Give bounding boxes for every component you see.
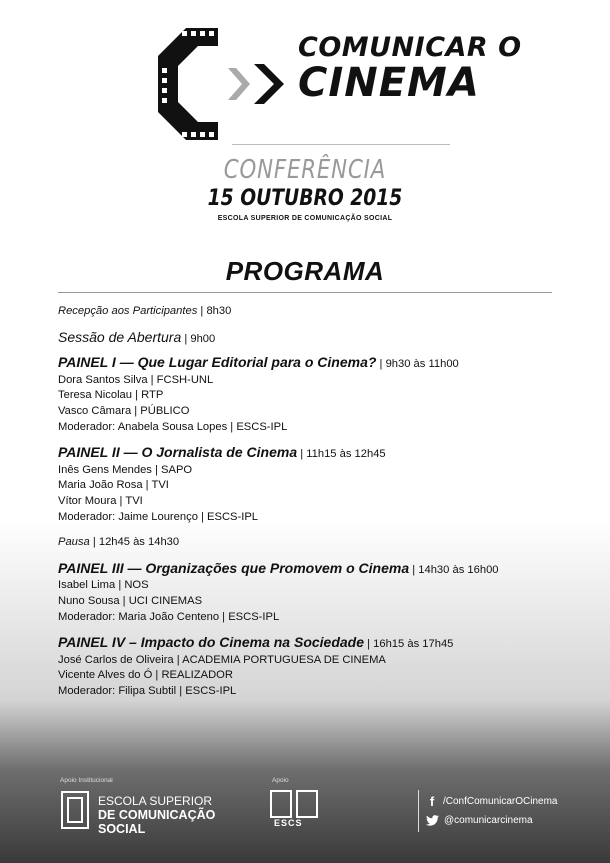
speaker: Inês Gens Mendes | SAPO — [58, 463, 193, 476]
logo-title-line2: CINEMA — [298, 60, 480, 106]
speaker: Dora Santos Silva | FCSH-UNL — [58, 373, 214, 386]
speaker: Vítor Moura | TVI — [58, 494, 143, 507]
host-school: ESCOLA SUPERIOR DE COMUNICAÇÃO SOCIAL — [217, 215, 393, 222]
event-date: 15 OUTUBRO 2015 — [207, 186, 403, 211]
support-logo — [270, 790, 320, 832]
escs-logo-text: ESCOLA SUPERIOR DE COMUNICAÇÃO SOCIAL — [98, 794, 216, 836]
reception-item: Recepção aos Participantes | 8h30 — [58, 305, 232, 317]
opening-item: Sessão de Abertura | 9h00 — [58, 328, 216, 345]
moderator: Moderador: Maria João Centeno | ESCS-IPL — [58, 610, 280, 623]
reception-label: Recepção aos Participantes — [58, 305, 198, 317]
speaker: Vasco Câmara | PÚBLICO — [58, 404, 190, 417]
panel-1: PAINEL I — Que Lugar Editorial para o Cinema? | 9h30 às 11h00 Dora Santos Silva | FCSH-UNL Teresa Nicolau | RTP Vasco Câmara | PÚBLICO Moderador: Anabela Sousa Lopes | ESCS-IPL — [58, 355, 558, 435]
panel-title: PAINEL I — Que Lugar Editorial para o Cinema? — [58, 354, 377, 371]
program-title: PROGRAMA — [225, 256, 385, 286]
program-list — [58, 304, 558, 699]
logo-divider — [232, 144, 450, 145]
escs-square-icon — [60, 790, 90, 830]
speaker: Vicente Alves do Ó | REALIZADOR — [58, 669, 233, 682]
reception-time: 8h30 — [206, 305, 232, 317]
moderator: Moderador: Filipa Subtil | ESCS-IPL — [58, 684, 237, 697]
footer-vertical-divider — [418, 790, 419, 832]
opening-time: 9h00 — [190, 332, 216, 345]
logo-title — [298, 32, 522, 106]
speaker: Teresa Nicolau | RTP — [58, 389, 164, 402]
panel-4: PAINEL IV – Impacto do Cinema na Sociedade | 16h15 às 17h45 José Carlos de Oliveira | ACADEMIA PORTUGUESA DE CINEMA Vicente Alves do Ó | REALIZADOR Moderador: Filipa Subtil | ESCS-IPL — [58, 635, 558, 699]
panel-title: PAINEL II — O Jornalista de Cinema — [58, 444, 298, 461]
speaker: José Carlos de Oliveira | ACADEMIA PORTUGUESA DE CINEMA — [58, 653, 386, 666]
moderator: Moderador: Jaime Lourenço | ESCS-IPL — [58, 510, 259, 523]
twitter-handle: @comunicarcinema — [444, 815, 533, 826]
panel-time: 11h15 às 12h45 — [306, 448, 386, 461]
conference-label: CONFERÊNCIA — [223, 155, 387, 185]
support-logo-text: ESCS — [274, 818, 303, 828]
institutional-support-label: Apoio Institucional — [60, 777, 113, 784]
escs-logo — [60, 788, 260, 836]
pause-item: Pausa | 12h45 às 14h30 — [58, 536, 180, 549]
twitter-link[interactable] — [426, 815, 533, 826]
logo-title-line1: COMUNICAR O — [298, 32, 522, 63]
panel-time: 16h15 às 17h45 — [373, 638, 454, 651]
twitter-icon — [426, 815, 439, 826]
film-strip-logo-icon — [158, 28, 298, 140]
top-divider — [58, 292, 552, 293]
support-label: Apoio — [272, 777, 289, 784]
pause-label: Pausa — [58, 536, 90, 549]
panel-2: PAINEL II — O Jornalista de Cinema | 11h15 às 12h45 Inês Gens Mendes | SAPO Maria João Rosa | TVI Vítor Moura | TVI Moderador: Jaime Lourenço | ESCS-IPL — [58, 445, 558, 525]
speaker: Maria João Rosa | TVI — [58, 479, 169, 492]
support-logo-mark-icon — [270, 790, 320, 820]
bottom-divider — [58, 750, 552, 751]
panel-title: PAINEL IV – Impacto do Cinema na Sociedade — [58, 634, 365, 651]
panel-time: 14h30 às 16h00 — [418, 563, 499, 576]
moderator: Moderador: Anabela Sousa Lopes | ESCS-IPL — [58, 420, 288, 433]
panel-title: PAINEL III — Organizações que Promovem o Cinema — [58, 559, 410, 576]
event-logo — [158, 28, 522, 140]
opening-label: Sessão de Abertura — [58, 328, 182, 345]
pause-time: 12h45 às 14h30 — [98, 536, 180, 549]
panel-3: PAINEL III — Organizações que Promovem o Cinema | 14h30 às 16h00 Isabel Lima | NOS Nuno Sousa | UCI CINEMAS Moderador: Maria João Centeno | ESCS-IPL — [58, 561, 558, 625]
speaker: Nuno Sousa | UCI CINEMAS — [58, 594, 203, 607]
speaker: Isabel Lima | NOS — [58, 579, 149, 592]
facebook-icon: f — [429, 793, 435, 809]
panel-time: 9h30 às 11h00 — [385, 358, 459, 371]
facebook-link[interactable] — [426, 795, 558, 807]
facebook-handle: /ConfComunicarOCinema — [443, 795, 558, 807]
